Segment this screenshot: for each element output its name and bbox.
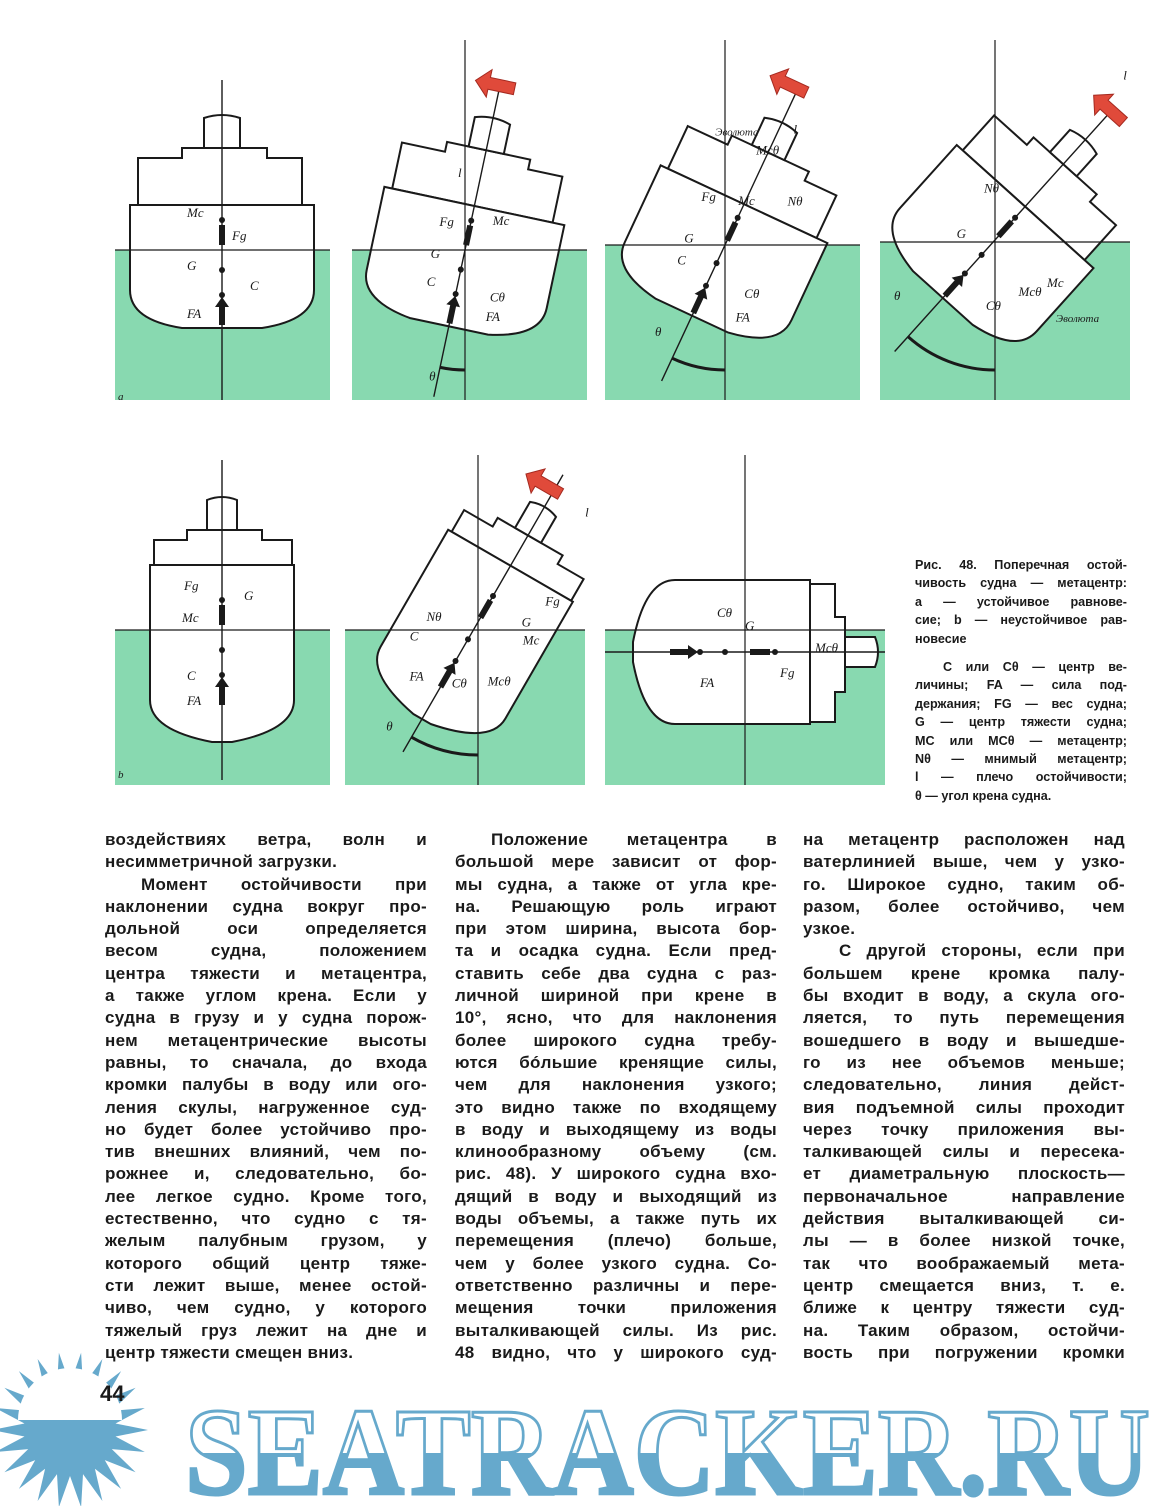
diagram-label: FA [409,668,424,684]
text-line: С другой стороны, если при [839,941,1125,961]
text-line: ответственно различны и пере- [455,1275,777,1295]
text-line: на. Таким образом, остойчи- [803,1320,1125,1340]
diagram-label: C [250,278,259,293]
caption-line: чивость судна — метацентр: [915,576,1127,591]
heeling-force-arrow-icon [519,462,568,506]
figure-caption [915,556,1127,805]
text-line: ются бóльшие кренящие силы, [455,1052,777,1072]
diagram-label: Nθ [984,180,1000,196]
diagram-label: Эволюта [1055,312,1100,325]
diagram-label: Mcθ [1018,284,1042,300]
text-line: дольной оси определяется [105,919,427,939]
page-number: 44 [100,1381,125,1406]
diagram-label: Mc [187,205,204,220]
diagram-label: FA [735,309,750,325]
point-marker [219,597,225,603]
diagram-label: Mcθ [815,640,838,655]
text-line: действия выталкивающей си- [803,1209,1125,1229]
diagram-label: G [684,230,694,246]
text-line: весом судна, положением [105,941,427,961]
diagram-label: Mc [738,192,755,208]
text-line: рожнее и, следовательно, бо- [105,1164,427,1184]
point-marker [772,649,778,655]
text-line: лы — в более низкой точке, [803,1231,1125,1251]
text-line: 48 видно, что у широкого суд- [455,1342,777,1362]
text-line: судна в грузу и у судна порож- [105,1008,427,1028]
caption-line: a — устойчивое равнове- [915,594,1127,609]
diagram-panel-a4 [826,40,1173,413]
diagram-label: G [956,225,966,241]
text-line: Положение метацентра в [491,830,777,849]
diagram-label: C [677,252,686,268]
caption-line: G — центр тяжести судна; [915,715,1127,730]
text-line: клинообразному объему (см. [455,1142,777,1162]
text-line: а также углом крена. Если у [105,986,427,1006]
text-line: более широкого судна требу- [455,1030,777,1050]
diagram-label: θ [894,287,901,303]
text-line: вия подъемной силы проходит [803,1097,1125,1117]
diagram-label: FA [187,693,202,708]
text-line: центр тяжести смещен вниз. [105,1342,354,1362]
diagram-label: l [458,165,462,180]
text-line: ставить себе два судна с раз- [455,963,777,983]
diagram-label: Mcθ [756,142,780,158]
text-line: кромки палубы в воду или ого- [105,1075,427,1095]
text-line: ления скулы, нагруженное суд- [105,1097,427,1117]
seatracker-watermark [0,1320,1173,1506]
diagram-panel-a2 [344,40,591,416]
diagram-label: G [521,614,531,630]
text-line: разом, более остойчиво, чем [803,896,1125,916]
point-marker [219,672,225,678]
text-line: та и осадка судна. Если пред- [455,941,777,961]
diagram-label: θ [655,323,662,339]
diagram-label: C [187,668,196,683]
text-line: рис. 48). У широкого судна вхо- [455,1164,777,1184]
diagram-label: C [426,273,436,289]
text-line: мы судна, а также от угла кре- [455,874,777,894]
text-line: следовательно, линия дейст- [803,1075,1125,1095]
text-line: воздействиях ветра, волн и [105,830,427,849]
diagram-label: FA [700,675,715,690]
diagram-label: Cθ [451,675,467,691]
diagram-label: Fg [545,593,560,609]
text-line: талкивающей силы и пересека- [803,1142,1125,1162]
diagram-label: C [409,628,419,644]
text-column-1 [105,829,427,1364]
diagram-label: G [430,246,440,261]
diagram-label: Nθ [787,193,803,209]
text-line: перемещения (плечо) больше, [455,1231,777,1251]
caption-line: MC или MCθ — метацентр; [915,733,1127,748]
diagram-panel-b2 [341,439,626,788]
point-marker [219,647,225,653]
diagram-label: Mcθ [487,673,511,689]
text-line: это видно также по входящему [455,1097,777,1117]
text-line: го. Широкое судно, таким об- [803,874,1125,894]
diagram-label: l [1123,67,1127,83]
text-line: большой мере зависит от фор- [455,852,777,872]
caption-line: θ — угол крена судна. [915,788,1052,803]
point-marker [722,649,728,655]
heeling-force-arrow-icon [1084,85,1132,133]
text-line: Момент остойчивости при [141,874,427,894]
text-line: выталкивающей силы. Из рис. [455,1320,777,1340]
watermark-text: SEATRACKER.RU [185,1384,1150,1506]
text-line: нем метацентрические высоты [105,1030,427,1050]
text-line: ет диаметральную плоскость— [803,1164,1125,1184]
row-label-b: b [118,769,124,781]
text-line: 10°, ясно, что для наклонения [455,1008,777,1028]
point-marker [219,292,225,298]
text-line: тяжелый груз лежит на дне и [105,1320,427,1340]
caption-line: Рис. 48. Поперечная остой- [915,558,1127,572]
diagram-label: θ [429,368,436,384]
text-line: ватерлинией выше, чем у узко- [803,852,1125,872]
point-marker [219,267,225,273]
text-line: первоначальное направление [803,1186,1125,1206]
diagram-label: FA [187,306,202,321]
caption-line: личины; FA — сила под- [915,678,1127,693]
caption-line: C или Cθ — центр ве- [943,660,1127,675]
text-line: большем крене кромка палу- [803,963,1125,983]
weight-force-arrow [750,649,770,655]
text-line: лее легкое судно. Кроме того, [105,1186,427,1206]
text-line: несимметричной загрузки. [105,852,338,872]
point-marker [697,649,703,655]
diagram-label: Fg [184,578,199,593]
diagram-label: Cθ [985,297,1001,313]
point-marker [219,217,225,223]
caption-line: сие; b — неустойчивое рав- [915,613,1127,628]
text-line: равны, то сначала, до входа [105,1052,427,1072]
text-line: на метацентр расположен над [803,830,1125,849]
diagram-label: FA [485,308,500,324]
text-line: мещения точки приложения [455,1298,777,1318]
diagram-label: θ [386,718,393,734]
text-line: центра тяжести и метацентра, [105,963,427,983]
diagram-label: Cθ [717,605,733,620]
text-column-3 [803,829,1125,1364]
diagram-label: Mc [182,610,199,625]
diagram-label: Mc [1047,274,1064,290]
text-line: тив внешних влияний, чем по- [105,1142,427,1162]
row-label-a: a [118,391,124,403]
text-line: узкое. [803,919,856,939]
weight-force-arrow [219,605,225,625]
heeling-force-arrow-icon [764,63,812,105]
text-line: которого общий центр тяже- [105,1253,427,1273]
text-line: центр смещается вниз, т. е. [803,1275,1125,1295]
text-line: ближе к центру тяжести суд- [803,1298,1125,1318]
diagram-panel-b1 [115,460,330,785]
text-line: так что воображаемый мета- [803,1253,1125,1273]
text-line: на. Решающую роль играют [455,896,777,916]
diagram-label: G [745,618,755,633]
diagram-label: Mc [492,213,510,229]
text-line: личной шириной при крене в [455,986,777,1006]
text-line: ляется, то путь перемещения [803,1008,1125,1028]
text-line: чем у более узкого судна. Со- [455,1253,777,1273]
caption-line: Nθ — мнимый метацентр; [915,752,1127,767]
text-line: наклонении судна вокруг про- [105,896,427,916]
text-line: сти лежит выше, менее остой- [105,1275,427,1295]
text-line: вошедшего в воду и вышедше- [803,1030,1125,1050]
diagram-label: Fg [701,188,716,204]
text-line: естественно, что судно с тя- [105,1209,427,1229]
diagram-label: G [187,258,197,273]
heeling-force-arrow-icon [473,67,518,103]
diagram-label: Mc [522,632,540,648]
text-line: в воду и выходящему из воды [455,1119,777,1139]
diagram-label: Cθ [744,286,760,302]
diagram-label: Cθ [489,289,505,305]
diagram-label: Fg [232,228,247,243]
text-line: но будет более устойчиво про- [105,1119,427,1139]
diagram-label: l [585,504,589,520]
diagram-label: Fg [439,214,454,230]
text-line: чем для наклонения узкого; [455,1075,777,1095]
caption-line: новесие [915,631,967,646]
diagram-label: G [244,588,254,603]
text-column-2 [455,829,777,1364]
caption-gap [915,648,1127,658]
text-line: вость при погружении кромки [803,1342,1125,1362]
weight-force-arrow [219,225,225,245]
diagram-panel-b3 [595,455,915,785]
diagram-label: Fg [780,665,795,680]
caption-line: l — плечо остойчивости; [915,770,1127,785]
diagram-label: Nθ [426,609,442,625]
text-line: го из нее объемов меньше; [803,1052,1125,1072]
diagram-label: l [793,121,798,137]
text-line: через точку приложения вы- [803,1119,1125,1139]
text-line: чиво, чем судно, у которого [105,1298,427,1318]
diagram-panel-a1 [115,80,330,400]
diagram-label: Эволюта [715,126,759,139]
text-line: при этом ширина, высота бор- [455,919,777,939]
text-line: воды объемы, а также путь их [455,1209,777,1229]
diagram-panel-a3 [578,40,880,420]
text-line: желым палубным грузом, у [105,1231,427,1251]
text-line: бы входит в воду, а скула ого- [803,986,1125,1006]
caption-line: держания; FG — вес судна; [915,696,1127,711]
text-line: дящий в воду и выходящий из [455,1186,777,1206]
